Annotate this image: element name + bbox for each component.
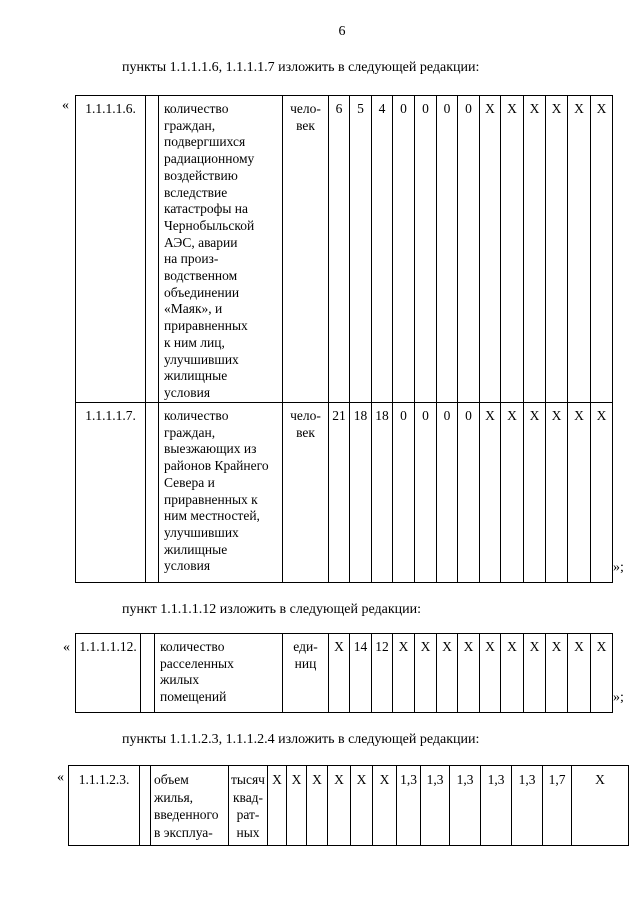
table-row <box>76 403 613 583</box>
table-row <box>76 96 613 403</box>
spacer-cell <box>141 634 155 713</box>
indicator-code-cell: 1.1.1.2.3. <box>69 766 140 846</box>
open-quote: « <box>62 98 69 113</box>
indicator-table <box>75 633 613 713</box>
table-row <box>76 634 613 713</box>
value-cell: 18 <box>350 403 372 583</box>
value-cell: 1,3 <box>512 766 543 846</box>
value-cell: X <box>268 766 287 846</box>
value-cell: X <box>546 403 568 583</box>
value-cell: X <box>307 766 328 846</box>
value-cell: X <box>351 766 373 846</box>
value-cell: 1,3 <box>397 766 421 846</box>
value-cell: 18 <box>372 403 393 583</box>
value-cell: 0 <box>458 96 480 403</box>
value-cell: 0 <box>415 403 437 583</box>
close-quote: »; <box>613 560 624 575</box>
value-cell: X <box>524 96 546 403</box>
value-cell: X <box>373 766 397 846</box>
spacer-cell <box>146 403 159 583</box>
value-cell: X <box>480 403 501 583</box>
unit-cell: чело- век <box>283 96 329 403</box>
value-cell: X <box>591 403 613 583</box>
value-cell: 1,3 <box>481 766 512 846</box>
unit-cell: чело- век <box>283 403 329 583</box>
value-cell: X <box>591 96 613 403</box>
open-quote: « <box>57 770 64 785</box>
value-cell: X <box>501 96 524 403</box>
unit-cell: еди- ниц <box>283 634 329 713</box>
spacer-cell <box>146 96 159 403</box>
value-cell: 0 <box>437 96 458 403</box>
value-cell: X <box>546 96 568 403</box>
value-cell: X <box>458 634 480 713</box>
value-cell: X <box>437 634 458 713</box>
value-cell: X <box>524 634 546 713</box>
value-cell: X <box>572 766 629 846</box>
value-cell: 0 <box>415 96 437 403</box>
value-cell: X <box>546 634 568 713</box>
indicator-description-cell: количество граждан, выезжающих из районов Крайнего Севера и приравненных к ним местностей, улучшивших жилищные условия <box>159 403 283 583</box>
value-cell: X <box>501 403 524 583</box>
open-quote: « <box>63 640 70 655</box>
value-cell: X <box>568 96 591 403</box>
spacer-cell <box>140 766 151 846</box>
amendment-intro-text: пункт 1.1.1.1.12 изложить в следующей редакции: <box>122 602 421 617</box>
value-cell: 21 <box>329 403 350 583</box>
value-cell: X <box>287 766 307 846</box>
value-cell: 0 <box>458 403 480 583</box>
value-cell: 0 <box>437 403 458 583</box>
value-cell: X <box>568 403 591 583</box>
value-cell: X <box>393 634 415 713</box>
amendment-intro-text: пункты 1.1.1.2.3, 1.1.1.2.4 изложить в следующей редакции: <box>122 732 480 747</box>
indicator-code-cell: 1.1.1.1.12. <box>76 634 141 713</box>
value-cell: 1,3 <box>421 766 450 846</box>
value-cell: X <box>480 634 501 713</box>
value-cell: 0 <box>393 96 415 403</box>
value-cell: 0 <box>393 403 415 583</box>
value-cell: X <box>415 634 437 713</box>
indicator-code-cell: 1.1.1.1.6. <box>76 96 146 403</box>
value-cell: 6 <box>329 96 350 403</box>
value-cell: 4 <box>372 96 393 403</box>
table-row <box>69 766 629 846</box>
page-number: 6 <box>338 24 346 39</box>
indicator-description-cell: объем жилья, введенного в эксплуа- <box>151 766 229 846</box>
indicator-table <box>75 95 613 583</box>
value-cell: 1,7 <box>543 766 572 846</box>
close-quote: »; <box>613 690 624 705</box>
value-cell: X <box>501 634 524 713</box>
indicator-description-cell: количество расселенных жилых помещений <box>155 634 283 713</box>
value-cell: X <box>591 634 613 713</box>
value-cell: 1,3 <box>450 766 481 846</box>
indicator-table <box>68 765 629 846</box>
unit-cell: тысяч квад- рат- ных <box>229 766 268 846</box>
value-cell: X <box>524 403 546 583</box>
amendment-intro-text: пункты 1.1.1.1.6, 1.1.1.1.7 изложить в следующей редакции: <box>122 60 480 75</box>
value-cell: X <box>568 634 591 713</box>
indicator-description-cell: количество граждан, подвергшихся радиационному воздействию вследствие катастрофы на Чернобыльской АЭС, аварии на произ- водственном объединении «Маяк», и приравненных к ним лиц, улучшивших жилищные условия <box>159 96 283 403</box>
value-cell: 12 <box>372 634 393 713</box>
indicator-code-cell: 1.1.1.1.7. <box>76 403 146 583</box>
value-cell: 14 <box>350 634 372 713</box>
value-cell: X <box>480 96 501 403</box>
value-cell: X <box>328 766 351 846</box>
value-cell: 5 <box>350 96 372 403</box>
value-cell: X <box>329 634 350 713</box>
